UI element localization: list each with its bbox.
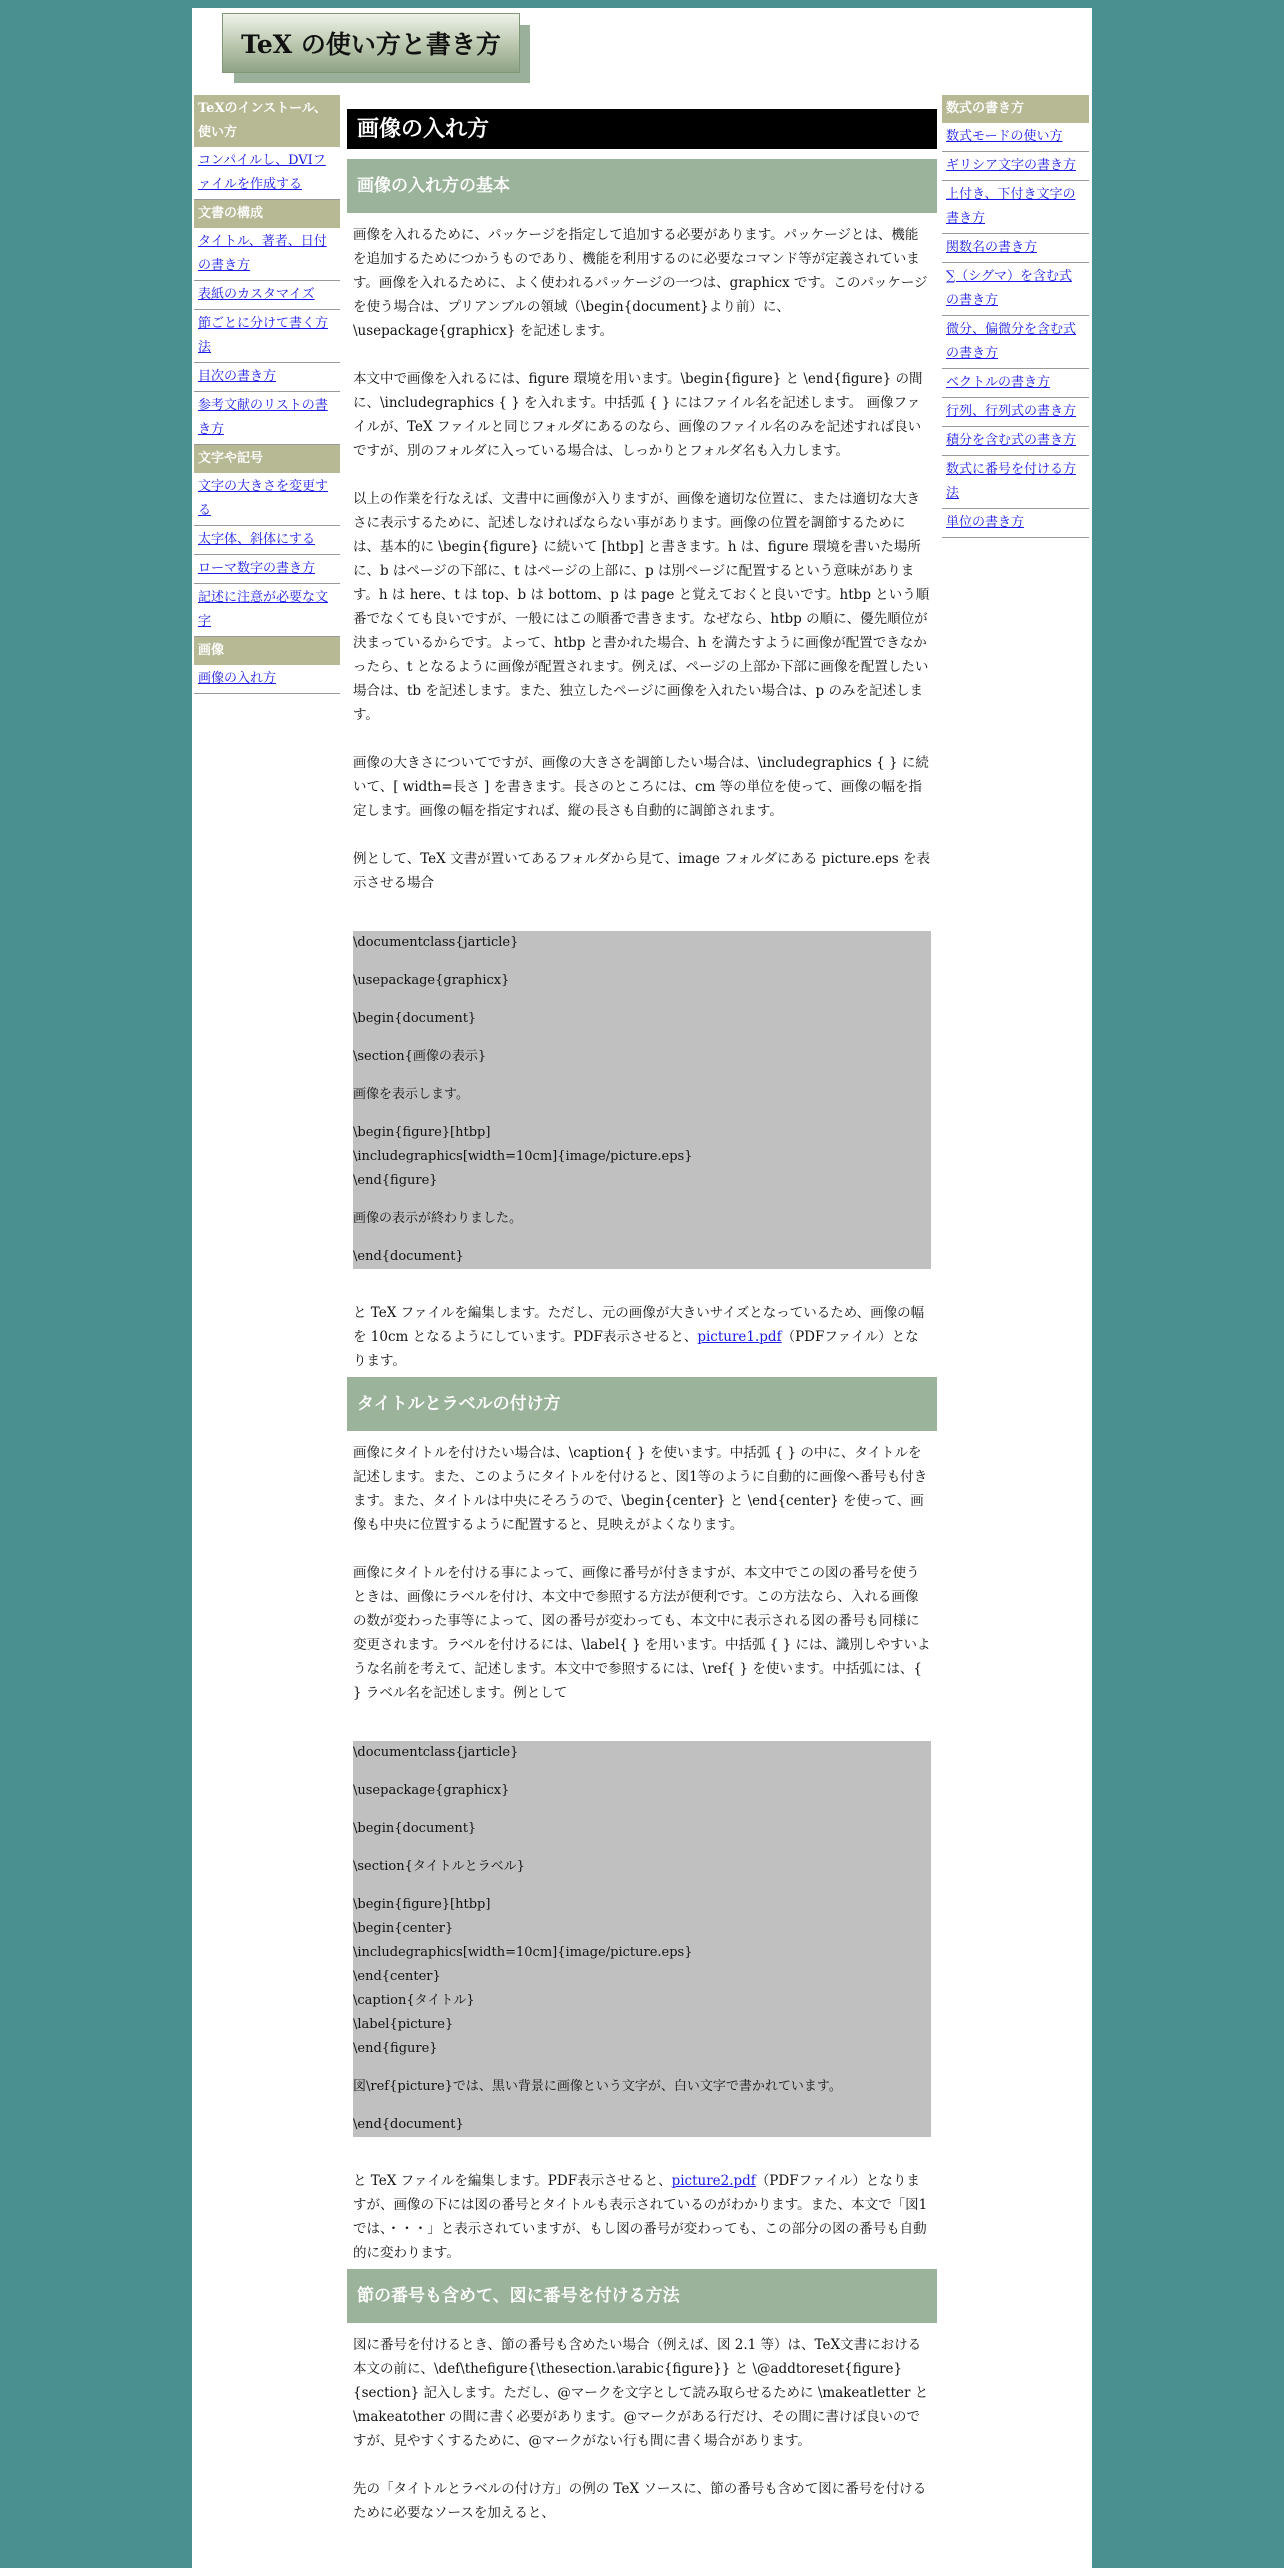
nav-item: [194, 228, 340, 281]
nav-link[interactable]: 関数名の書き方: [946, 240, 1038, 255]
paragraph: 画像にタイトルを付けたい場合は、\caption{ } を使います。中括弧 { } の中に、タイトルを記述します。また、このようにタイトルを付けると、図1等のように自動的に画像へ番号も付きます。また、タイトルは中央にそろうので、\begin{center} と \end{center} を使って、画像も中央に位置するように配置すると、見映えがよくなります。: [353, 1445, 928, 1533]
nav-item: [194, 526, 340, 555]
nav-link[interactable]: 微分、偏微分を含む式の書き方: [946, 322, 1077, 361]
nav-item: [942, 369, 1089, 398]
nav-link[interactable]: 節ごとに分けて書く方法: [198, 316, 329, 355]
picture2-pdf-link[interactable]: picture2.pdf: [671, 2173, 756, 2189]
code-line: \end{center}: [353, 1969, 441, 1984]
picture1-pdf-link[interactable]: picture1.pdf: [697, 1329, 782, 1345]
nav-item: [194, 363, 340, 392]
paragraph: [347, 1301, 937, 1373]
nav-item: [942, 456, 1089, 509]
nav-section-heading: TeXのインストール、使い方: [194, 95, 340, 147]
site-title: TeX の使い方と書き方: [222, 13, 520, 73]
nav-item: [194, 310, 340, 363]
nav-item: [942, 316, 1089, 369]
page-title: 画像の入れ方: [347, 109, 937, 149]
nav-link[interactable]: ベクトルの書き方: [946, 375, 1051, 390]
nav-link[interactable]: ローマ数字の書き方: [198, 561, 316, 576]
nav-item: [942, 509, 1089, 538]
nav-link[interactable]: 単位の書き方: [946, 515, 1025, 530]
paragraph: 画像の大きさについてですが、画像の大きさを調節したい場合は、\includegraphics { } に続いて、[ width=長さ ] を書きます。長さのところには、cm 等の単位を使って、画像の幅を指定します。画像の幅を指定すれば、縦の長さも自動的に調節されます。: [353, 755, 929, 819]
code-line: \begin{document}: [353, 1821, 477, 1836]
code-line: \usepackage{graphicx}: [353, 973, 510, 988]
nav-link[interactable]: 上付き、下付き文字の書き方: [946, 187, 1076, 226]
nav-link[interactable]: タイトル、著者、日付の書き方: [198, 234, 327, 273]
nav-link[interactable]: 数式モードの使い方: [946, 129, 1063, 144]
paragraph: 例として、TeX 文書が置いてあるフォルダから見て、image フォルダにある picture.eps を表示させる場合: [353, 851, 930, 891]
nav-link[interactable]: 参考文献のリストの書き方: [198, 398, 328, 437]
paragraph: 以上の作業を行なえば、文書中に画像が入りますが、画像を適切な位置に、または適切な大きさに表示するために、記述しなければならない事があります。画像の位置を調節するためには、基本的に \begin{figure} に続いて [htbp] と書きます。h は、figure 環境を書いた場所に、b はページの下部に、t はページの上部に、p は別ページに配置するという意味があります。h は here、t は top、b は bottom、p は page と覚えておくと良いです。htbp という順番でなくても良いですが、一般にはこの順番で書きます。なぜなら、htbp の順に、優先順位が決まっているからです。よって、htbp と書かれた場合、h を満たすように画像が配置できなかったら、t となるように画像が配置されます。例えば、ページの上部か下部に画像を配置したい場合は、tb を記述します。また、独立したページに画像を入れたい場合は、p のみを記述します。: [353, 491, 930, 723]
nav-item: [194, 473, 340, 526]
text: と TeX ファイルを編集します。PDF表示させると、: [353, 2173, 672, 2189]
nav-link[interactable]: コンパイルし、DVIファイルを作成する: [198, 153, 326, 192]
page-container: [192, 8, 1092, 2568]
code-line: \includegraphics[width=10cm]{image/picture.eps}: [353, 1149, 693, 1164]
nav-link[interactable]: 記述に注意が必要な文字: [198, 590, 329, 629]
code-line: \label{picture}: [353, 2017, 454, 2032]
nav-item: [942, 427, 1089, 456]
nav-item: [942, 263, 1089, 316]
site-logo[interactable]: [222, 13, 534, 78]
nav-item: [194, 392, 340, 445]
section-heading-title-label: タイトルとラベルの付け方: [347, 1377, 937, 1431]
code-line: 画像の表示が終わりました。: [353, 1211, 523, 1226]
nav-section-heading: 数式の書き方: [942, 95, 1089, 123]
nav-link[interactable]: 目次の書き方: [198, 369, 277, 384]
nav-item: [194, 281, 340, 310]
code-line: 画像を表示します。: [353, 1087, 469, 1102]
nav-link[interactable]: 画像の入れ方: [198, 671, 277, 686]
nav-link[interactable]: 数式に番号を付ける方法: [946, 462, 1077, 501]
code-line: \begin{figure}[htbp]: [353, 1125, 491, 1140]
code-line: \documentclass{jarticle}: [353, 1745, 519, 1760]
text: （PDFファイル）となります。: [353, 1329, 919, 1369]
nav-item: [942, 152, 1089, 181]
code-block: [353, 931, 931, 1269]
nav-item: [194, 584, 340, 637]
nav-link[interactable]: 行列、行列式の書き方: [946, 404, 1077, 419]
paragraph: 画像にタイトルを付ける事によって、画像に番号が付きますが、本文中でこの図の番号を使うときは、画像にラベルを付け、本文中で参照する方法が便利です。この方法なら、入れる画像の数が変わった事等によって、図の番号が変わっても、本文中に表示される図の番号も同様に変更されます。ラベルを付けるには、\label{ } を用います。中括弧 { } には、識別しやすいような名前を考えて、記述します。本文中で参照するには、\ref{ } を使います。中括弧には、{ } ラベル名を記述します。例として: [353, 1565, 931, 1701]
nav-item: [942, 398, 1089, 427]
nav-item: [942, 123, 1089, 152]
code-line: \end{figure}: [353, 1173, 438, 1188]
code-line: \caption{タイトル}: [353, 1993, 475, 2008]
code-line: \end{document}: [353, 1249, 464, 1264]
paragraph: 本文中で画像を入れるには、figure 環境を用います。\begin{figure} と \end{figure} の間に、\includegraphics { } を入れます。中括弧 { } にはファイル名を記述します。 画像ファイルが、TeX ファイルと同じフォルダにあるのなら、画像のファイル名のみを記述すれば良いですが、別のフォルダに入っている場合は、しっかりとフォルダ名も入力します。: [353, 371, 923, 459]
nav-link[interactable]: 太字体、斜体にする: [198, 532, 316, 547]
nav-section-heading: 文書の構成: [194, 200, 340, 228]
code-line: \end{figure}: [353, 2041, 438, 2056]
nav-item: [194, 665, 340, 694]
section-heading-numbering: 節の番号も含めて、図に番号を付ける方法: [347, 2269, 937, 2323]
text: と TeX ファイルを編集します。ただし、元の画像が大きいサイズとなっているため、画像の幅を 10cm となるようにしています。PDF表示させると、: [353, 1305, 925, 1345]
code-line: \usepackage{graphicx}: [353, 1783, 510, 1798]
code-line: \documentclass{jarticle}: [353, 935, 519, 950]
nav-section-heading: 文字や記号: [194, 445, 340, 473]
paragraph: 図に番号を付けるとき、節の番号も含めたい場合（例えば、図 2.1 等）は、TeX文書における本文の前に、\def\thefigure{\thesection.\arabic{figure}} と \@addtoreset{figure}{section} 記入します。ただし、@マークを文字として読み取らせるために \makeatletter と \makeatother の間に書く必要があります。@マークがある行だけ、その間に書けば良いのですが、見やすくするために、@マークがない行も間に書く場合があります。: [353, 2337, 929, 2449]
nav-item: [194, 555, 340, 584]
left-sidebar: [194, 95, 340, 694]
text: （PDFファイル）となりますが、画像の下には図の番号とタイトルも表示されているのがわかります。また、本文で「図1では、・・・」と表示されていますが、もし図の番号が変わっても、この部分の図の番号も自動的に変わります。: [353, 2173, 928, 2261]
paragraph: 画像を入れるために、パッケージを指定して追加する必要があります。パッケージとは、機能を追加するためにつかうものであり、機能を利用するのに必要なコマンド等が定義されています。画像を入れるために、よく使われるパッケージの一つは、graphicx です。このパッケージを使う場合は、プリアンブルの領域（\begin{document}より前）に、\usepackage{graphicx} を記述します。: [353, 227, 928, 339]
nav-link[interactable]: 積分を含む式の書き方: [946, 433, 1077, 448]
code-block: [353, 1741, 931, 2137]
code-line: \includegraphics[width=10cm]{image/picture.eps}: [353, 1945, 693, 1960]
nav-item: [942, 234, 1089, 263]
code-line: 図\ref{picture}では、黒い背景に画像という文字が、白い文字で書かれています。: [353, 2079, 842, 2094]
nav-link[interactable]: 表紙のカスタマイズ: [198, 287, 315, 302]
code-line: \begin{center}: [353, 1921, 454, 1936]
code-line: \section{タイトルとラベル}: [353, 1859, 525, 1874]
main-content: [347, 109, 937, 2525]
code-line: \begin{figure}[htbp]: [353, 1897, 491, 1912]
right-sidebar: [942, 95, 1089, 538]
code-line: \begin{document}: [353, 1011, 477, 1026]
nav-item: [194, 147, 340, 200]
section-heading-basics: 画像の入れ方の基本: [347, 159, 937, 213]
code-line: \section{画像の表示}: [353, 1049, 487, 1064]
nav-link[interactable]: ∑（シグマ）を含む式の書き方: [946, 269, 1073, 308]
nav-item: [942, 181, 1089, 234]
nav-link[interactable]: ギリシア文字の書き方: [946, 158, 1077, 173]
nav-link[interactable]: 文字の大きさを変更する: [198, 479, 329, 518]
paragraph: [347, 2169, 937, 2265]
code-line: \end{document}: [353, 2117, 464, 2132]
paragraph: 先の「タイトルとラベルの付け方」の例の TeX ソースに、節の番号も含めて図に番号を付けるために必要なソースを加えると、: [353, 2481, 927, 2521]
nav-section-heading: 画像: [194, 637, 340, 665]
